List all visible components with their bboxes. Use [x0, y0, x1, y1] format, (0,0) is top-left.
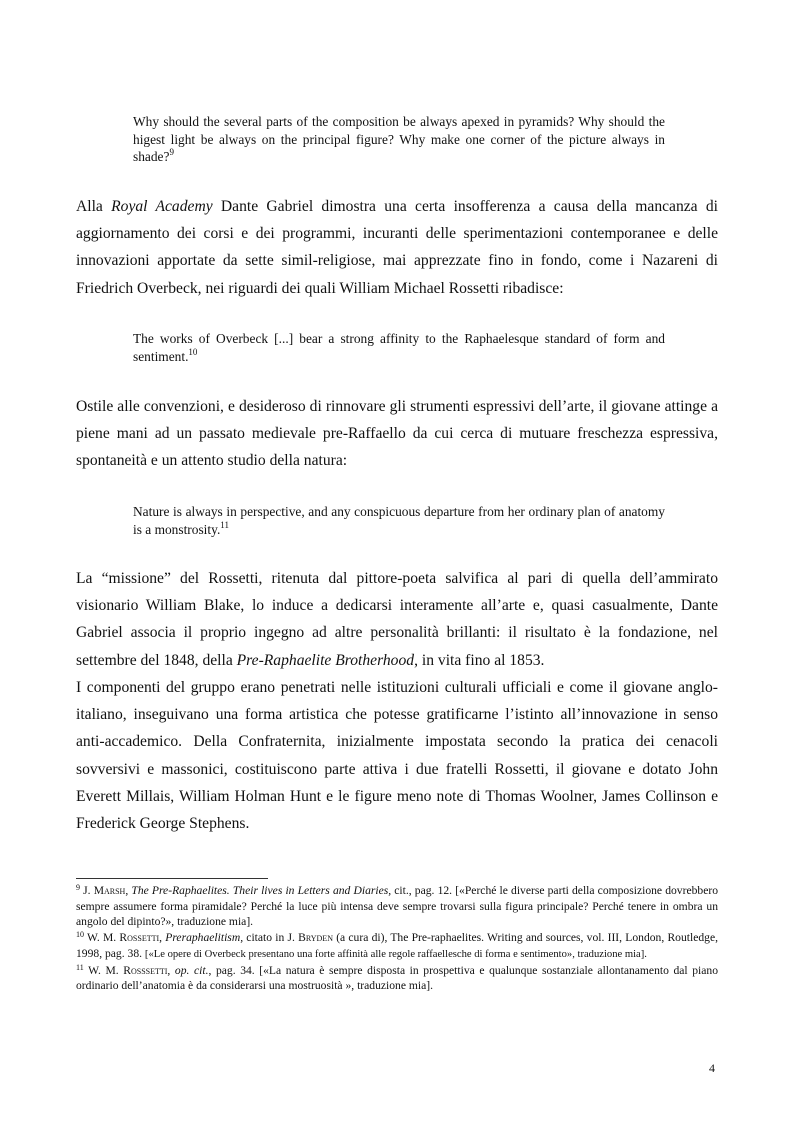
footnote-11: $^{11}$ W. M. Rosssetti, op. cit., pag. 34. [«La natura è sempre disposta in prospettiva e qualunque sostanziale allontanamento dal piano ordinario dell’anatomia è da considerarsi una mostruosità », traduzione mia]. [76, 962, 718, 993]
block-quote-2 [133, 330, 665, 365]
quote-text: The works of Overbeck [...] bear a strong affinity to the Raphaelesque standard of form and sentiment. [133, 331, 665, 364]
paragraph-royal-academy: Alla Royal Academy Dante Gabriel dimostra una certa insofferenza a causa della mancanza di aggiornamento dei corsi e dei programmi, incuranti delle sperimentazioni contemporanee e delle innovazioni apportate da sette simil-religiose, mai apprezzate fino in fondo, come i Nazareni di Friedrich Overbeck, nei riguardi dei quali William Michael Rossetti ribadisce: [76, 198, 718, 297]
footnote-10: $^{10}$ W. M. Rossetti, Preraphaelitism, citato in J. Bryden (a cura di), The Pre-raphaelites. Writing and sources, vol. III, London, Routledge, 1998, pag. 38. [«Le opere di Overbeck presentano una forte affinità alle regole raffaellesche di forma e sentimento», traduzione mia]. [76, 930, 718, 960]
paragraph-ostile: Ostile alle convenzioni, e desideroso di rinnovare gli strumenti espressivi dell’arte, il giovane attinge a piene mani ad un passato medievale pre-Raffaello da cui cerca di mutuare freschezza espressiva, spontaneità e un attento studio della natura: [76, 398, 718, 470]
footnote-ref-10[interactable]: 10 [188, 346, 198, 357]
block-quote-1 [133, 113, 665, 166]
italic-royal-academy: Royal Academy [111, 198, 213, 215]
footnotes [76, 883, 718, 994]
paragraph-missione: La “missione” del Rossetti, ritenuta dal pittore-poeta salvifica al pari di quella dell’ammirato visionario William Blake, lo induce a dedicarsi interamente all’arte e, quasi casualmente, Dante Gabriel associa il proprio ingegno ad altre personalità brillanti: il risultato è la fondazione, nel settembre del 1848, della Pre-Raphaelite Brotherhood, in vita fino al 1853. [76, 570, 718, 669]
footnote-ref-9[interactable]: 9 [169, 147, 174, 157]
block-quote-3 [133, 503, 665, 538]
footnote-separator [76, 878, 268, 879]
quote-text: Nature is always in perspective, and any conspicuous departure from her ordinary plan of anatomy is a monstrosity. [133, 504, 665, 537]
page-number: 4 [709, 1061, 715, 1075]
paragraph-componenti: I componenti del gruppo erano penetrati nelle istituzioni culturali ufficiali e come il giovane anglo-italiano, inseguivano una forma artistica che potesse gratificarne l’istinto all’innovazione in senso anti-accademico. Della Confraternita, inizialmente impostata secondo la pratica dei cenacoli sovversivi e massonici, costituiscono parte attiva i due fratelli Rossetti, il giovane e dotato John Everett Millais, William Holman Hunt e le figure meno note di Thomas Woolner, James Collinson e Frederick George Stephens. [76, 679, 718, 833]
footnote-ref-11[interactable]: 11 [220, 519, 229, 530]
quote-text: Why should the several parts of the composition be always apexed in pyramids? Why should the higest light be always on the principal figure? Why make one corner of the picture always in shade? [133, 114, 665, 164]
footnote-9: $^9$ J. Marsh, The Pre-Raphaelites. Their lives in Letters and Diaries, cit., pag. 12. [«Perché le diverse parti della composizione dovrebbero sempre assumere forma piramidale? Perché la luce più intensa deve sempre trovarsi sulla figura principale? Perché tenere in ombra un angolo del dipinto?», traduzione mia]. [76, 883, 718, 929]
italic-pre-raphaelite-brotherhood: Pre-Raphaelite Brotherhood [236, 651, 415, 669]
